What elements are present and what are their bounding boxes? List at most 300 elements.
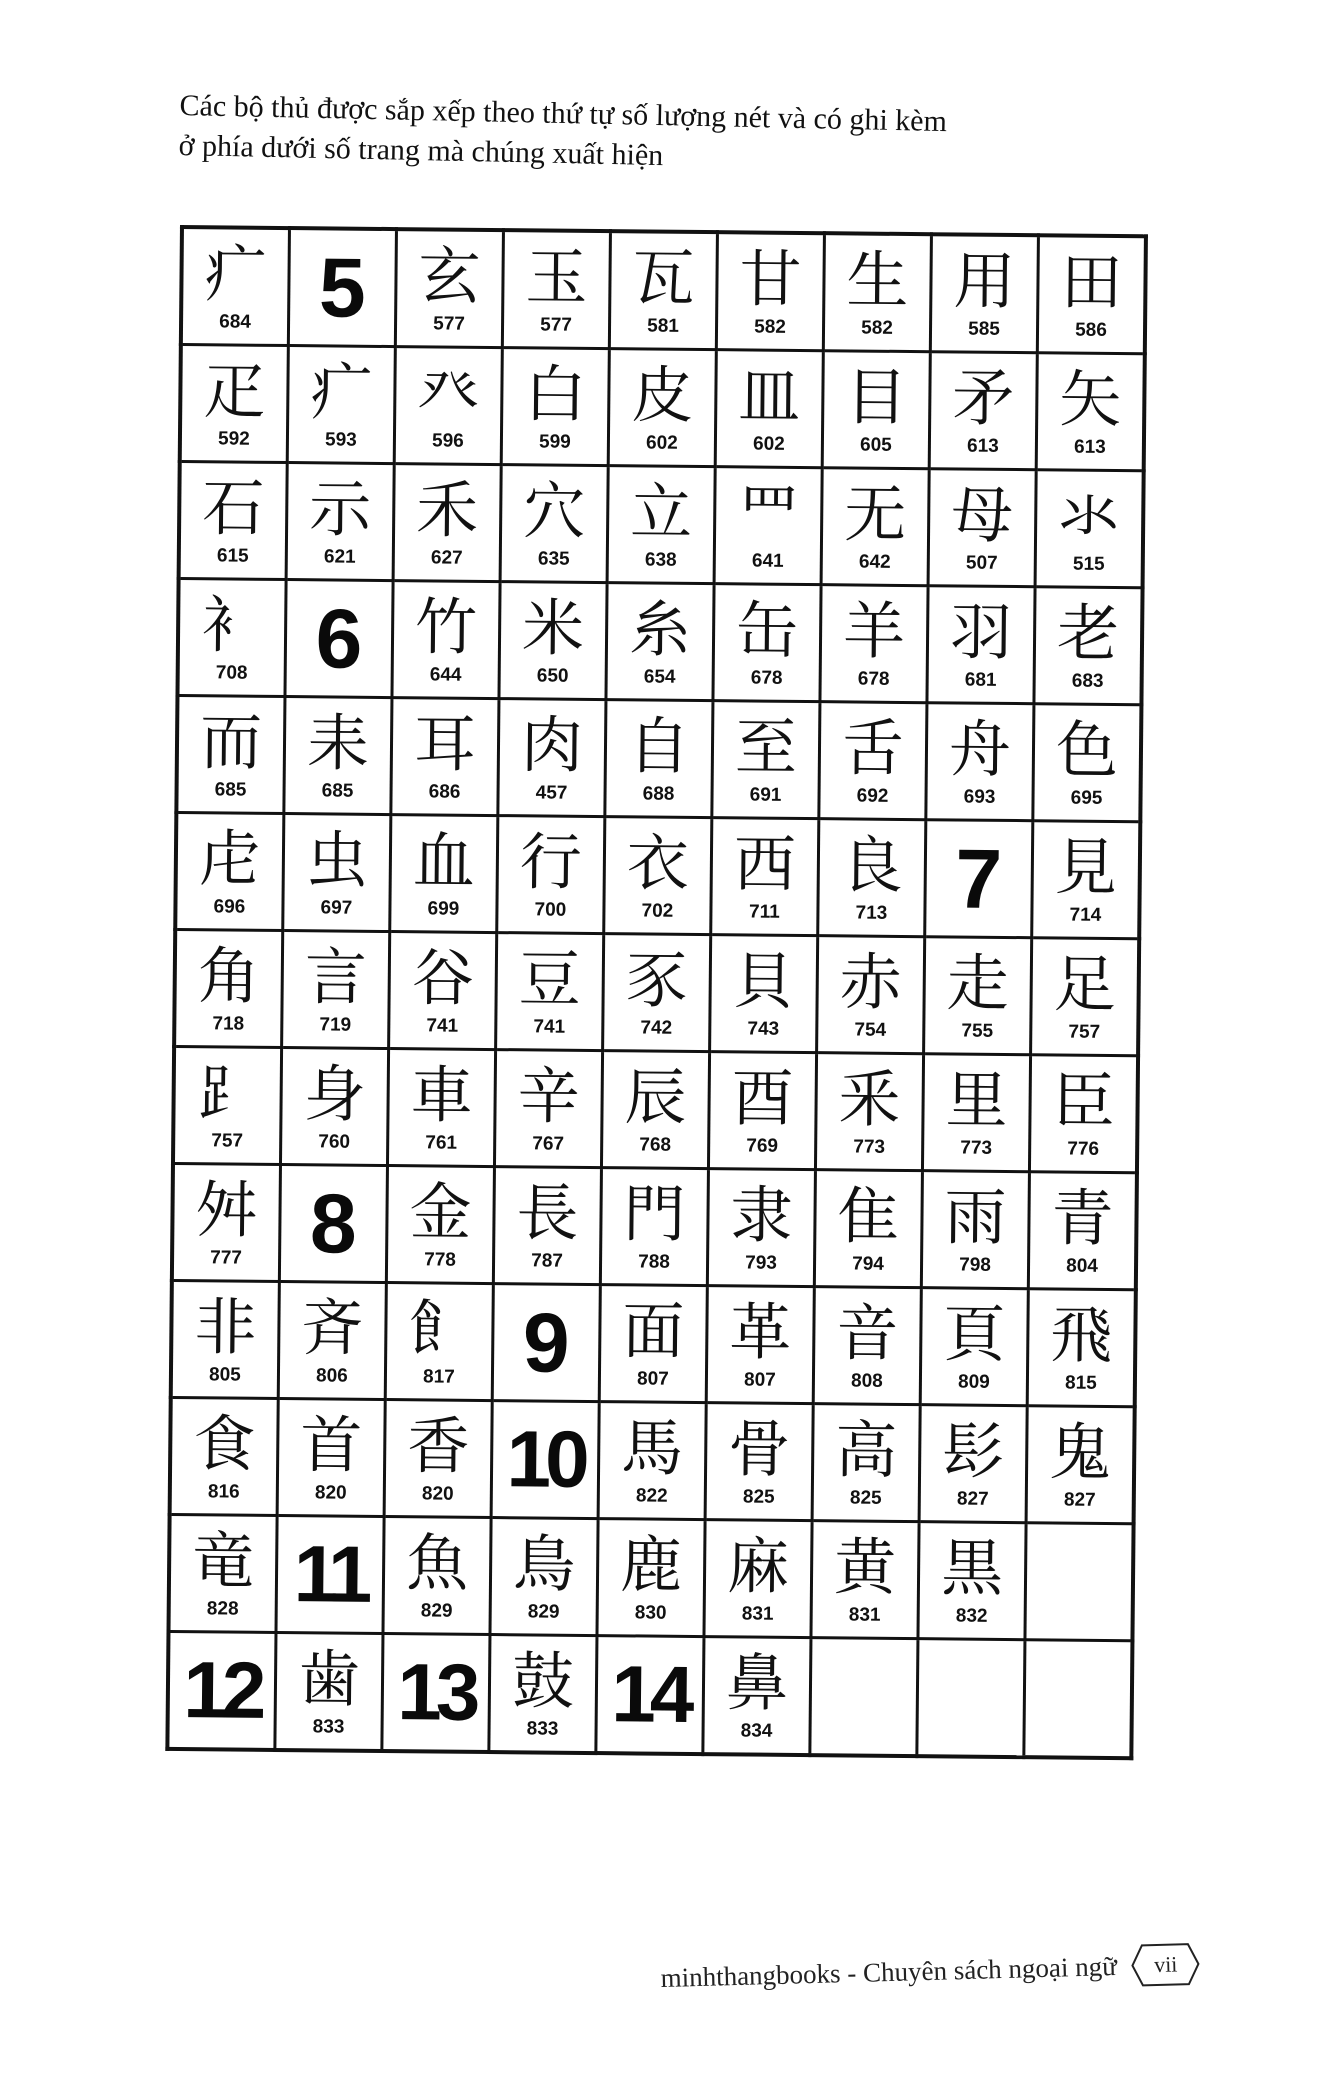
radical-cell (490, 1518, 598, 1636)
radical-glyph: 歯 (297, 1642, 361, 1716)
radical-cell-inner (503, 349, 608, 464)
radical-glyph: 非 (194, 1290, 257, 1364)
empty-cell (917, 1639, 1025, 1758)
radical-page-number: 793 (745, 1252, 778, 1274)
radical-cell (499, 582, 607, 700)
radical-cell (179, 462, 288, 580)
radical-cell (394, 347, 502, 465)
page-number-badge (1130, 1941, 1201, 1989)
radical-cell-inner (279, 1400, 384, 1515)
radical-glyph: 革 (729, 1295, 792, 1369)
radical-glyph: 麻 (726, 1529, 790, 1603)
publisher-tagline: minhthangbooks - Chuyên sách ngoại ngữ (660, 1950, 1118, 1993)
intro-text (178, 86, 1079, 185)
radical-glyph: 衣 (626, 826, 690, 900)
radical-cell (815, 1053, 923, 1171)
radical-cell-inner (171, 1516, 276, 1631)
radical-cell (387, 1049, 495, 1167)
radical-row (181, 227, 1146, 354)
stroke-count-cell-inner (281, 1166, 386, 1281)
radical-cell (919, 1405, 1027, 1523)
radical-glyph: 魚 (405, 1526, 469, 1600)
radical-page-number: 613 (1073, 436, 1106, 458)
stroke-count-cell (167, 1631, 276, 1750)
radical-page-number: 635 (537, 548, 570, 570)
radical-cell-inner (816, 1171, 921, 1286)
radical-cell-inner (712, 819, 817, 934)
radical-cell (600, 1168, 708, 1286)
radical-cell (181, 227, 290, 346)
radical-cell-inner (175, 1048, 280, 1163)
radical-cell (926, 703, 1034, 821)
radical-cell-inner (1034, 705, 1139, 820)
radical-cell (716, 232, 824, 351)
radical-page-number: 695 (1070, 787, 1103, 809)
radical-cell-inner (176, 931, 281, 1046)
radical-cell (1035, 470, 1144, 588)
radical-glyph: 首 (299, 1408, 363, 1482)
radical-cell (489, 1635, 597, 1754)
radical-glyph: 而 (199, 705, 263, 779)
radical-cell (715, 350, 823, 468)
radical-cell (604, 817, 712, 935)
radical-cell (599, 1285, 707, 1403)
radical-glyph: 竜 (191, 1524, 255, 1598)
radical-cell-inner (605, 818, 710, 933)
radical-glyph: 隹 (837, 1179, 900, 1253)
radical-cell-inner (717, 351, 822, 466)
radical-cell (608, 349, 716, 467)
stroke-count-number: 5 (318, 240, 367, 335)
radical-glyph: 酉 (731, 1061, 794, 1135)
radical-cell (606, 583, 714, 701)
radical-glyph: 辰 (624, 1060, 687, 1134)
radical-glyph: 鳥 (512, 1527, 576, 1601)
empty-cell (1025, 1523, 1134, 1641)
radical-cell (172, 1163, 281, 1281)
radical-cell-inner (925, 938, 1030, 1053)
radical-cell-inner (1037, 471, 1142, 586)
radical-cell-inner (491, 1519, 596, 1634)
radical-page-number: 769 (746, 1135, 779, 1157)
stroke-count-cell (596, 1636, 704, 1755)
radical-page-number: 829 (420, 1600, 453, 1622)
radical-row (168, 1514, 1133, 1640)
radical-page-number: 577 (433, 313, 466, 335)
radical-cell-inner (812, 1522, 917, 1637)
radical-page-number: 761 (425, 1132, 458, 1154)
radical-page-number: 757 (1068, 1021, 1101, 1043)
radical-page-number: 820 (314, 1482, 347, 1504)
radical-cell (384, 1400, 492, 1518)
radical-glyph: 豕 (625, 943, 689, 1017)
radical-cell-inner (713, 702, 818, 817)
radical-cell (284, 697, 392, 815)
radical-page-number: 798 (959, 1254, 991, 1276)
stroke-count-cell-inner (493, 1402, 598, 1517)
radical-page-number: 743 (747, 1018, 780, 1040)
radical-cell (286, 463, 394, 581)
empty-cell-inner (1026, 1524, 1131, 1639)
radical-glyph: 母 (950, 478, 1014, 553)
radical-page-number: 621 (323, 546, 356, 568)
radical-cell (175, 812, 284, 930)
radical-glyph: 釆 (838, 1062, 901, 1136)
radical-page-number: 685 (321, 780, 354, 802)
radical-page-number: 582 (754, 316, 786, 338)
radical-cell (921, 1171, 1029, 1289)
radical-page-number: 700 (534, 899, 567, 921)
radical-cell (920, 1288, 1028, 1406)
radical-cell (502, 230, 610, 349)
radical-cell-inner (387, 1284, 492, 1399)
radical-page-number: 693 (963, 786, 996, 808)
radical-cell-inner (603, 1052, 708, 1167)
radical-cell-inner (1029, 1290, 1134, 1405)
radical-cell (924, 937, 1032, 1055)
radical-row (174, 929, 1139, 1055)
radical-page-number: 822 (635, 1485, 668, 1507)
radical-page-number: 714 (1069, 904, 1102, 926)
radical-page-number: 806 (315, 1365, 348, 1387)
radical-page-number: 708 (215, 662, 248, 684)
radical-cell-inner (490, 1636, 595, 1751)
radical-cell (1032, 821, 1141, 939)
stroke-count-number: 14 (610, 1649, 689, 1739)
radical-cell-inner (714, 585, 819, 700)
radical-page-number: 757 (211, 1130, 244, 1152)
radical-page-number: 827 (1063, 1489, 1096, 1511)
stroke-count-cell-inner (290, 230, 395, 345)
radical-row (167, 1631, 1132, 1758)
radical-cell (496, 933, 604, 1051)
radical-glyph: 耳 (413, 707, 477, 781)
stroke-count-number: 12 (183, 1645, 261, 1735)
radical-glyph: 門 (623, 1177, 686, 1251)
radical-glyph: 玄 (418, 239, 481, 313)
radical-cell-inner (504, 232, 609, 347)
radical-cell (712, 701, 820, 819)
radical-glyph: 石 (201, 471, 265, 545)
radical-cell-inner (814, 1405, 919, 1520)
radical-glyph: 足 (1053, 947, 1117, 1022)
radical-glyph: 谷 (411, 941, 475, 1015)
radical-cell-inner (709, 1170, 814, 1285)
radical-cell (817, 936, 925, 1054)
stroke-count-number: 8 (309, 1176, 358, 1271)
radical-cell (598, 1402, 706, 1520)
radical-cell-inner (388, 1167, 493, 1282)
stroke-count-cell-inner (926, 821, 1031, 936)
radical-cell-inner (607, 584, 712, 699)
radical-cell-inner (177, 814, 282, 929)
empty-cell (1024, 1640, 1133, 1759)
radical-cell-inner (1038, 354, 1143, 469)
radical-page-number: 644 (429, 664, 462, 686)
radical-cell-inner (496, 1051, 601, 1166)
radical-cell (177, 579, 286, 697)
radical-page-number: 827 (956, 1488, 989, 1510)
radical-glyph: 香 (406, 1409, 470, 1483)
radical-cell (930, 234, 1038, 353)
radical-glyph: 音 (836, 1296, 899, 1370)
radical-page-number: 754 (854, 1019, 887, 1041)
radical-page-number: 596 (431, 430, 464, 452)
radical-cell (493, 1167, 601, 1285)
radical-glyph: 瓦 (632, 241, 695, 315)
radical-glyph: 豆 (518, 942, 582, 1016)
radical-cell (280, 1048, 388, 1166)
radical-cell-inner (285, 698, 390, 813)
radical-page-number: 833 (526, 1718, 559, 1740)
radical-glyph: 疒 (204, 237, 267, 311)
radical-cell-inner (821, 586, 926, 701)
radical-cell-inner (924, 1055, 1029, 1170)
stroke-count-number: 11 (293, 1529, 367, 1619)
radical-page-number: 697 (320, 897, 353, 919)
radical-glyph: 西 (733, 827, 797, 901)
radical-cell-inner (928, 587, 1033, 702)
radical-glyph: 髟 (941, 1414, 1005, 1488)
radical-cell-inner (183, 229, 288, 344)
radical-cell-inner (609, 467, 714, 582)
radical-cell-inner (174, 1165, 279, 1280)
radical-glyph: 見 (1054, 830, 1118, 905)
radical-page-number: 613 (966, 435, 999, 457)
radical-cell-inner (179, 580, 284, 695)
radical-cell-inner (1033, 822, 1138, 937)
radical-glyph: 用 (953, 244, 1016, 319)
radical-cell-inner (284, 815, 389, 930)
radical-page-number: 627 (430, 547, 463, 569)
radical-cell (1031, 938, 1140, 1056)
radical-glyph: 角 (197, 939, 261, 1013)
radical-glyph: 行 (519, 825, 583, 899)
radical-cell-inner (823, 469, 928, 584)
radical-page-number: 602 (645, 432, 678, 454)
radical-glyph: 矛 (952, 361, 1015, 436)
stroke-count-cell-inner (169, 1633, 274, 1748)
radical-page-number: 507 (965, 552, 998, 574)
radical-cell-inner (181, 463, 286, 578)
radical-cell-inner (930, 470, 1035, 585)
radical-row (180, 345, 1145, 471)
radical-page-number: 688 (642, 783, 675, 805)
radical-cell-inner (386, 1401, 491, 1516)
radical-glyph: 羽 (949, 595, 1013, 670)
radical-page-number: 585 (968, 318, 1000, 340)
radical-cell (820, 585, 928, 703)
radical-cell-inner (708, 1287, 813, 1402)
radical-glyph: 食 (192, 1407, 256, 1481)
radical-cell (605, 700, 713, 818)
empty-cell-inner (1025, 1641, 1130, 1756)
radical-glyph: 辛 (517, 1059, 581, 1133)
radical-glyph: 黒 (940, 1531, 1004, 1605)
radical-cell-inner (707, 1404, 812, 1519)
radical-cell-inner (1030, 1173, 1135, 1288)
radical-glyph: 長 (516, 1176, 579, 1250)
radical-glyph: 耒 (306, 706, 370, 780)
radical-cell-inner (1028, 1407, 1133, 1522)
radical-glyph: 米 (521, 591, 585, 665)
radical-glyph: 血 (412, 824, 476, 898)
radical-cell (928, 469, 1036, 587)
radical-page-number: 773 (960, 1137, 993, 1159)
radical-glyph: 皿 (738, 359, 801, 433)
radical-glyph: 田 (1060, 245, 1123, 320)
radical-page-number: 768 (639, 1134, 672, 1156)
radical-cell-inner (391, 816, 496, 931)
radical-glyph: 舟 (948, 712, 1012, 786)
radical-row (176, 695, 1141, 821)
radical-glyph: 疋 (203, 354, 266, 428)
radical-page-number: 683 (1071, 670, 1104, 692)
radical-cell-inner (288, 464, 393, 579)
radical-cell-inner (392, 699, 497, 814)
radical-cell (174, 929, 283, 1047)
radical-page-number: 825 (742, 1486, 775, 1508)
radical-cell-inner (606, 701, 711, 816)
radical-cell (822, 351, 930, 469)
radical-cell-inner (276, 1634, 381, 1749)
radical-cell (283, 814, 391, 932)
radical-cell-inner (704, 1638, 809, 1753)
radical-page-number: 742 (640, 1017, 673, 1039)
radical-row (175, 812, 1140, 938)
radical-cell-inner (923, 1172, 1028, 1287)
radical-glyph: 馬 (620, 1411, 684, 1485)
radical-page-number: 592 (217, 428, 250, 450)
radical-cell (391, 698, 499, 816)
radical-glyph: 赤 (839, 945, 903, 1019)
empty-cell (810, 1638, 918, 1757)
stroke-count-cell (492, 1284, 600, 1402)
stroke-count-cell-inner (286, 581, 391, 696)
stroke-count-number: 13 (397, 1647, 475, 1737)
radical-glyph: 无 (843, 477, 907, 551)
radical-cell-inner (390, 933, 495, 1048)
radical-cell (601, 1051, 709, 1169)
radical-cell-inner (497, 934, 602, 1049)
radical-row (172, 1163, 1137, 1289)
radical-page-number: 650 (536, 665, 569, 687)
page-number: vii (1153, 1951, 1178, 1978)
radical-cell (386, 1166, 494, 1284)
radical-page-number: 815 (1064, 1372, 1097, 1394)
radical-cell (390, 815, 498, 933)
radical-cell-inner (1039, 237, 1144, 352)
radical-cell-inner (921, 1406, 1026, 1521)
radical-cell-inner (1031, 1056, 1136, 1171)
radical-page-number: 702 (641, 900, 674, 922)
radical-page-number: 804 (1066, 1255, 1098, 1277)
radical-cell (277, 1398, 385, 1516)
radical-cell (395, 229, 503, 348)
radical-glyph: 斉 (301, 1291, 364, 1365)
radical-page-number: 605 (859, 434, 892, 456)
radical-cell (1033, 704, 1142, 822)
radical-cell (711, 818, 819, 936)
radical-cell (1028, 1172, 1137, 1290)
radical-cell (501, 348, 609, 466)
radical-page-number: 830 (634, 1602, 667, 1624)
radical-cell (811, 1521, 919, 1639)
radical-table-body (167, 227, 1146, 1758)
radical-cell (500, 465, 608, 583)
radical-cell-inner (610, 350, 715, 465)
radical-cell (703, 1637, 811, 1756)
radical-cell (705, 1403, 813, 1521)
radical-page-number: 678 (750, 667, 783, 689)
radical-glyph: 臣 (1052, 1064, 1115, 1139)
radical-glyph: 鼻 (725, 1646, 789, 1720)
radical-cell (922, 1054, 1030, 1172)
radical-cell-inner (500, 583, 605, 698)
radical-glyph: 白 (524, 357, 587, 431)
radical-cell-inner (825, 235, 930, 350)
radical-cell (180, 345, 289, 463)
radical-cell-inner (283, 932, 388, 1047)
radical-glyph: 頁 (943, 1297, 1006, 1371)
radical-glyph: 骨 (727, 1412, 791, 1486)
radical-cell (812, 1404, 920, 1522)
radical-glyph: 飠 (408, 1292, 471, 1366)
radical-page-number: 833 (312, 1716, 345, 1738)
empty-cell-inner (918, 1640, 1023, 1755)
radical-glyph: 立 (629, 475, 693, 549)
radical-cell-inner (705, 1521, 810, 1636)
radical-page-number: 787 (531, 1250, 564, 1272)
radical-glyph: 色 (1055, 713, 1119, 788)
radical-cell-inner (498, 817, 603, 932)
radical-cell (170, 1397, 279, 1515)
radical-row (173, 1046, 1138, 1172)
radical-page-number: 711 (749, 901, 780, 923)
radical-glyph: 糸 (628, 592, 692, 666)
stroke-count-cell (276, 1515, 384, 1633)
radical-cell (1036, 353, 1145, 471)
intro-line-1: Các bộ thủ được sắp xếp theo thứ tự số lượng nét và có ghi kèm (179, 88, 948, 139)
radical-cell-inner (502, 466, 607, 581)
stroke-count-cell (491, 1401, 599, 1519)
radical-cell-inner (385, 1518, 490, 1633)
radical-page-number: 696 (213, 896, 246, 918)
radical-page-number: 615 (216, 545, 249, 567)
stroke-count-cell-inner (383, 1635, 488, 1750)
radical-page-number: 602 (752, 433, 785, 455)
radical-cell-inner (819, 820, 924, 935)
radical-glyph: 青 (1051, 1181, 1114, 1256)
radical-cell (706, 1286, 814, 1404)
radical-cell (814, 1170, 922, 1288)
radical-page-number: 457 (535, 782, 568, 804)
radical-cell-inner (397, 231, 502, 346)
radical-page-number: 816 (207, 1481, 240, 1503)
radical-cell (168, 1514, 277, 1632)
radical-cell (494, 1050, 602, 1168)
radical-page-number: 817 (422, 1366, 455, 1388)
radical-page-number: 593 (324, 429, 357, 451)
radical-glyph: ⻊ (196, 1056, 260, 1130)
radical-cell (710, 935, 818, 1053)
radical-cell (821, 468, 929, 586)
radical-glyph: 鹿 (619, 1528, 683, 1602)
radical-page-number: 777 (210, 1247, 243, 1269)
radical-cell (818, 819, 926, 937)
radical-page-number: 699 (427, 898, 460, 920)
page-footer (660, 1941, 1201, 2001)
